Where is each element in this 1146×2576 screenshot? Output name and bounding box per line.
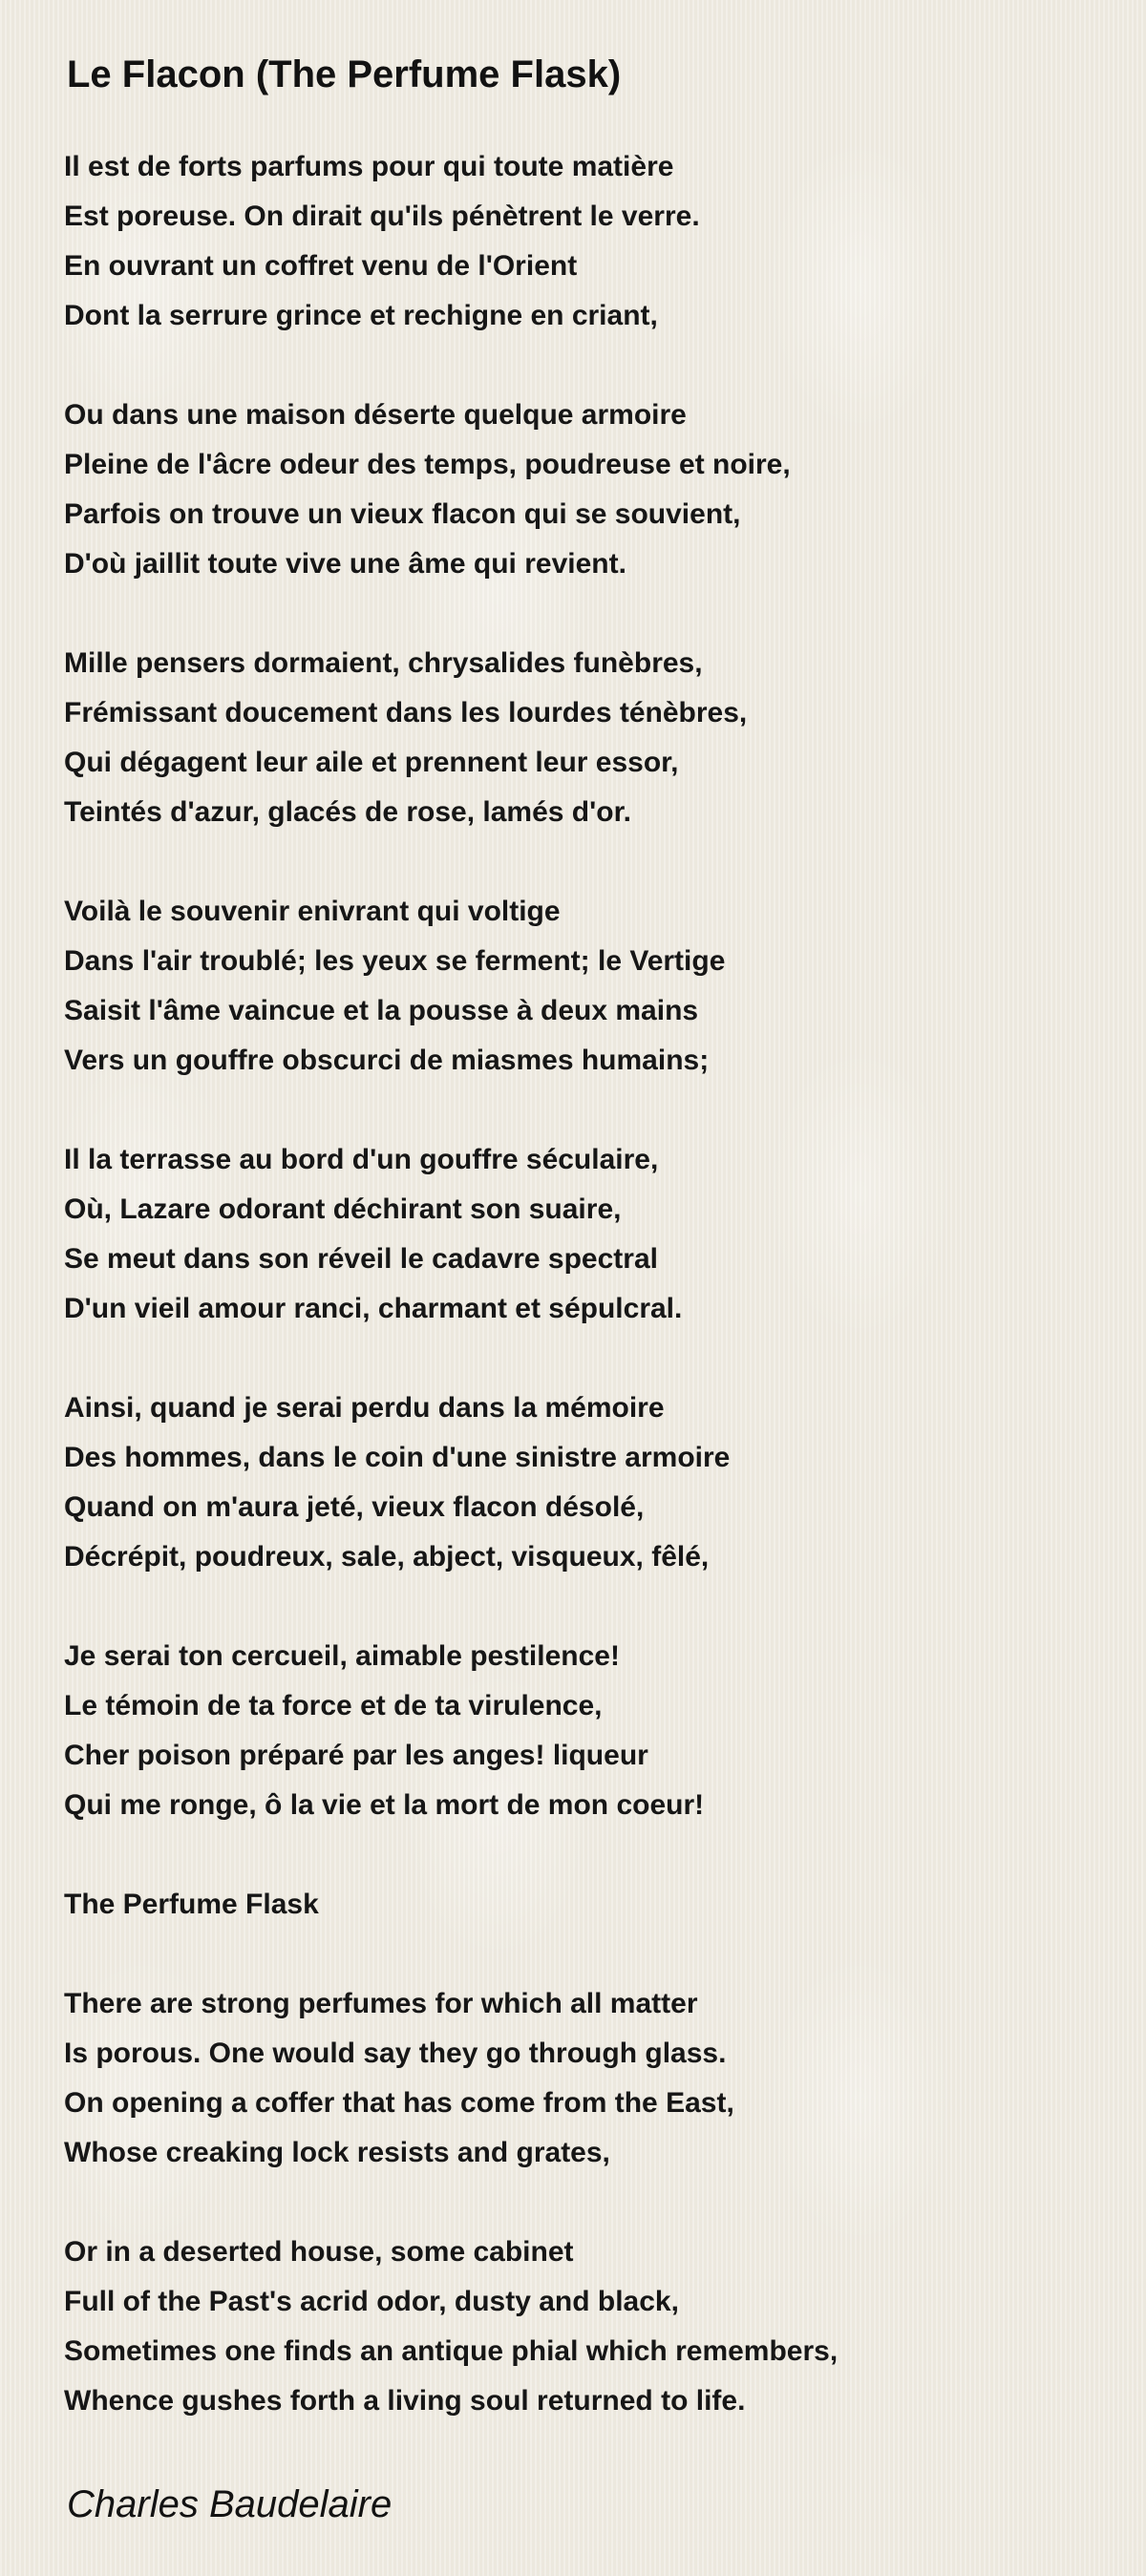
author-name: Charles Baudelaire: [67, 2483, 393, 2525]
poem-line: Vers un gouffre obscurci de miasmes humains;: [64, 1045, 710, 1076]
french-stanzas: [64, 142, 1114, 1830]
poem-title: Le Flacon (The Perfume Flask): [67, 53, 622, 95]
translation-heading: The Perfume Flask: [64, 1889, 319, 1920]
english-stanzas: [64, 1979, 1114, 2426]
stanza: [64, 1135, 1114, 1334]
poem-line: D'où jaillit toute vive une âme qui revient.: [64, 548, 626, 580]
poem-line: Quand on m'aura jeté, vieux flacon désolé,: [64, 1491, 645, 1523]
poem-line: En ouvrant un coffret venu de l'Orient: [64, 250, 578, 282]
poem-line: Dans l'air troublé; les yeux se ferment; le Vertige: [64, 945, 726, 977]
poem-line: Voilà le souvenir enivrant qui voltige: [64, 896, 561, 927]
poem-body: [64, 142, 1114, 2476]
stanza: [64, 887, 1114, 1086]
poem-line: Il la terrasse au bord d'un gouffre séculaire,: [64, 1144, 659, 1175]
poem-line: Teintés d'azur, glacés de rose, lamés d'or.: [64, 796, 631, 828]
poem-line: Ou dans une maison déserte quelque armoire: [64, 399, 687, 431]
poem-line: Parfois on trouve un vieux flacon qui se souvient,: [64, 498, 741, 530]
poem-line: Pleine de l'âcre odeur des temps, poudreuse et noire,: [64, 449, 791, 480]
poem-line: Full of the Past's acrid odor, dusty and black,: [64, 2286, 679, 2317]
poem-line: Ainsi, quand je serai perdu dans la mémoire: [64, 1392, 665, 1424]
poem-line: Qui me ronge, ô la vie et la mort de mon coeur!: [64, 1789, 705, 1821]
poem-line: Où, Lazare odorant déchirant son suaire,: [64, 1193, 622, 1225]
poem-line: Se meut dans son réveil le cadavre spectral: [64, 1243, 658, 1275]
stanza: [64, 1383, 1114, 1582]
poem-line: Qui dégagent leur aile et prennent leur essor,: [64, 747, 679, 778]
poem-line: Mille pensers dormaient, chrysalides funèbres,: [64, 647, 703, 679]
poem-line: On opening a coffer that has come from the East,: [64, 2087, 734, 2119]
poem-line: Décrépit, poudreux, sale, abject, visqueux, fêlé,: [64, 1541, 710, 1573]
poem-line: Est poreuse. On dirait qu'ils pénètrent le verre.: [64, 201, 700, 232]
poem-line: Or in a deserted house, some cabinet: [64, 2236, 574, 2268]
stanza: [64, 2228, 1114, 2426]
poem-line: Cher poison préparé par les anges! liqueur: [64, 1740, 648, 1771]
stanza: [64, 1979, 1114, 2178]
poem-line: Sometimes one finds an antique phial which remembers,: [64, 2335, 838, 2367]
stanza: [64, 391, 1114, 589]
poem-line: Whose creaking lock resists and grates,: [64, 2137, 610, 2168]
poem-line: Saisit l'âme vaincue et la pousse à deux mains: [64, 995, 699, 1026]
poem-line: Whence gushes forth a living soul returned to life.: [64, 2385, 746, 2417]
poem-line: There are strong perfumes for which all matter: [64, 1988, 698, 2019]
poem-line: Le témoin de ta force et de ta virulence,: [64, 1690, 603, 1721]
stanza: [64, 1632, 1114, 1830]
stanza: [64, 639, 1114, 837]
poem-line: Frémissant doucement dans les lourdes ténèbres,: [64, 697, 748, 728]
poem-line: D'un vieil amour ranci, charmant et sépulcral.: [64, 1293, 683, 1324]
poem-line: Je serai ton cercueil, aimable pestilence!: [64, 1640, 620, 1672]
poem-line: Dont la serrure grince et rechigne en criant,: [64, 300, 658, 331]
poem-line: Is porous. One would say they go through glass.: [64, 2038, 727, 2069]
stanza: [64, 142, 1114, 341]
poem-line: Des hommes, dans le coin d'une sinistre armoire: [64, 1442, 731, 1473]
poem-line: Il est de forts parfums pour qui toute matière: [64, 151, 674, 182]
